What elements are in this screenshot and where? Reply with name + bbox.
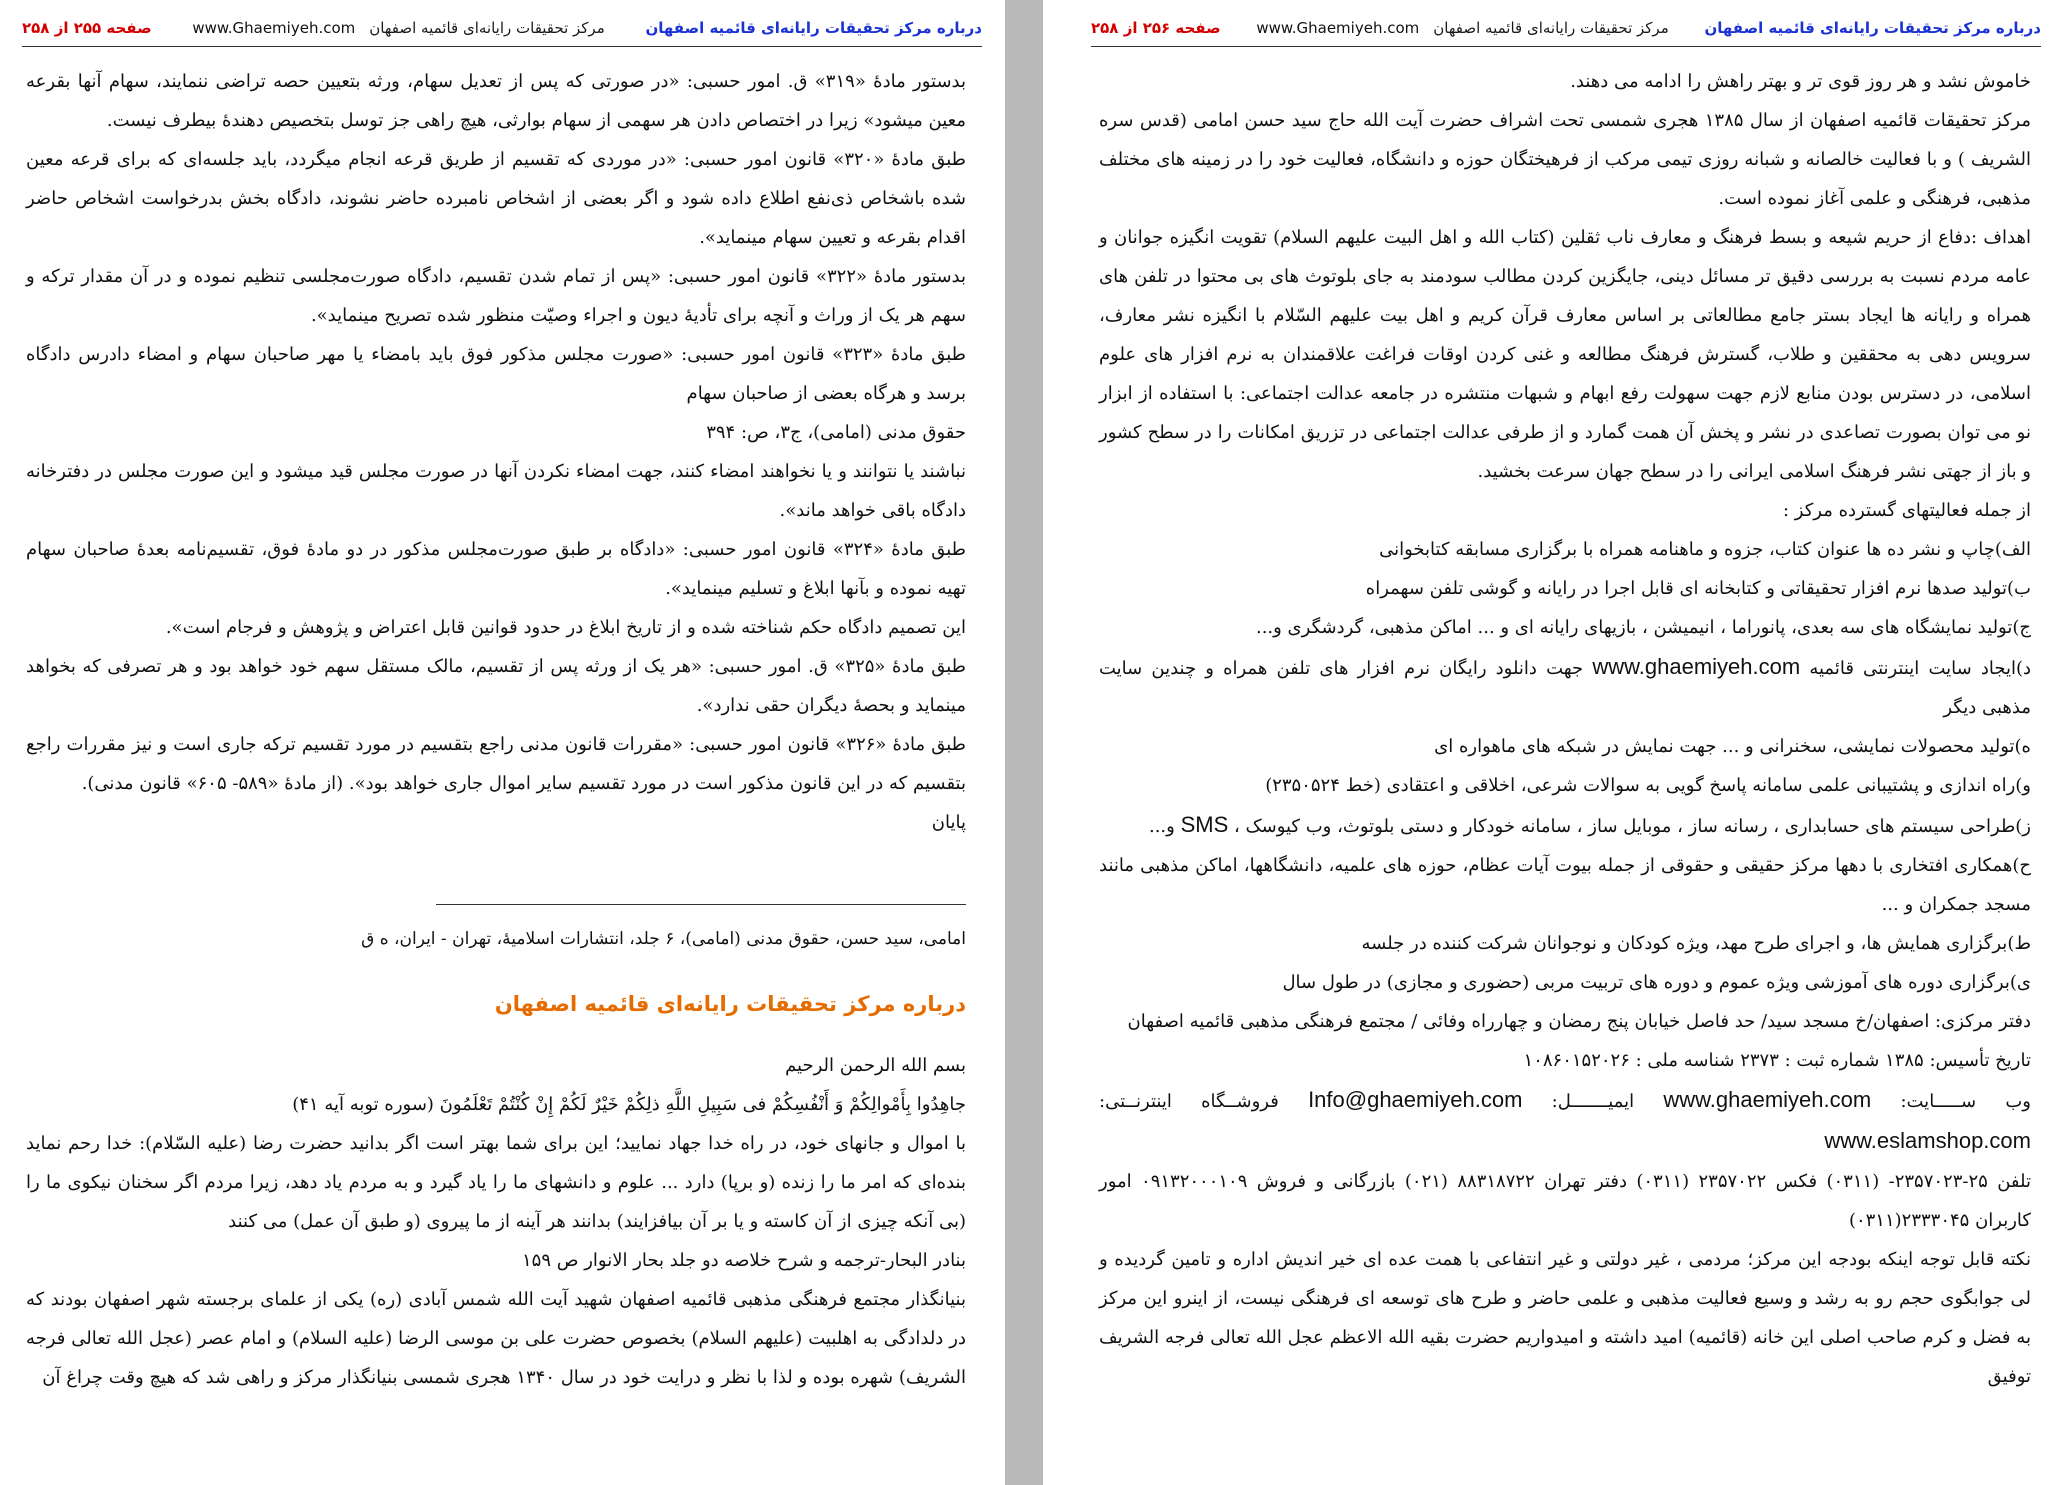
paragraph: مرکز تحقیقات قائمیه اصفهان از سال ۱۳۸۵ هجری شمسی تحت اشراف حضرت آیت الله حاج سید حسن امامی (قدس سره الشریف ) و با فعالیت خالصانه و شبانه روزی تیمی مرکب از فرهیختگان حوزه و دانشگاه، فعالیت خود را در زمینه های مختلف مذهبی، فرهنگی و علمی آغاز نموده است. bbox=[1099, 110, 2032, 209]
activity-item: ب)تولید صدها نرم افزار تحقیقاتی و کتابخانه ای قابل اجرا در رایانه و گوشی تلفن سهمراه bbox=[1365, 578, 2031, 599]
header-site-url[interactable]: www.Ghaemiyeh.com bbox=[192, 19, 356, 37]
activity-item: الف)چاپ و نشر ده ها عنوان کتاب، جزوه و ماهنامه همراه با برگزاری مسابقه کتابخوانی bbox=[1379, 539, 2031, 560]
phone-numbers: تلفن ۲۵-۲۳۵۷۰۲۳- (۰۳۱۱) فکس ۲۳۵۷۰۲۲ (۰۳۱۱) دفتر تهران ۸۸۳۱۸۷۲۲ (۰۲۱) بازرگانی و فروش ۰۹۱۳۲۰۰۰۱۰۹ امور کاربران ۲۳۳۳۰۴۵(۰۳۱۱) bbox=[1099, 1171, 2032, 1231]
section-title: درباره مرکز تحقیقات رایانه‌ای قائمیه اصفهان bbox=[494, 992, 966, 1016]
paragraph: طبق مادهٔ «۳۲۴» قانون امور حسبی: «دادگاه بر طبق صورت‌مجلس مذکور در دو مادهٔ فوق، تقسیم‌نامه بعدهٔ صاحبان سهام تهیه نموده و بآنها ابلاغ و تسلیم مینماید». bbox=[26, 539, 966, 599]
paragraph: بدستور مادهٔ «۳۱۹» ق. امور حسبی: «در صورتی که پس از تعدیل سهام، ورثه بتعیین حصه تراضی ننمایند، سهام آنها بقرعه معین میشود» زیرا در اختصاص دادن هر سهمی از سهام بوارثی، هیچ راهی جز توسل بتخصیص دهندهٔ بیطرف نیست. bbox=[26, 71, 966, 131]
paragraph: طبق مادهٔ «۳۲۵» ق. امور حسبی: «هر یک از ورثه پس از تقسیم، مالک مستقل سهم خود خواهد بود و هر تصرفی که بخواهد مینماید و بحصهٔ دیگران حقی ندارد». bbox=[26, 656, 966, 716]
main-text bbox=[26, 62, 966, 842]
activity-item: ه)تولید محصولات نمایشی، سخنرانی و ... جهت نمایش در شبکه های ماهواره ای bbox=[1434, 736, 2031, 757]
activity-item: و)راه اندازی و پشتیبانی علمی سامانه پاسخ گویی به سوالات شرعی، اخلاقی و اعتقادی (خط ۲۳۵۰۵۲۴) bbox=[1265, 775, 2031, 796]
office-address: دفتر مرکزی: اصفهان/خ مسجد سید/ حد فاصل خیابان پنج رمضان و چهارراه وفائی / مجتمع فرهنگی مذهبی قائمیه اصفهان bbox=[1127, 1011, 2031, 1032]
basmala: بسم الله الرحمن الرحیم bbox=[785, 1055, 966, 1076]
activity-item: ط)برگزاری همایش ها، و اجرای طرح مهد، ویژه کودکان و نوجوانان شرکت کننده در جلسه bbox=[1361, 933, 2031, 954]
inline-link[interactable]: www.eslamshop.com bbox=[1824, 1128, 2031, 1153]
activity-item: ی)برگزاری دوره های آموزشی ویژه عموم و دوره های تربیت مربی (حضوری و مجازی) در طول سال bbox=[1282, 972, 2031, 993]
registration-info: تاریخ تأسیس: ۱۳۸۵ شماره ثبت : ۲۳۷۳ شناسه ملی : ۱۰۸۶۰۱۵۲۰۲۶ bbox=[1523, 1050, 2031, 1071]
end-marker: پایان bbox=[931, 812, 966, 833]
paragraph: نکته قابل توجه اینکه بودجه این مرکز؛ مردمی ، غیر دولتی و غیر انتفاعی با همت عده ای خیر اندیش اداره و تامین گردیده و لی جوابگوی حجم رو به رشد و وسیع فعالیت مذهبی و علمی حاضر و طرح های توسعه ای فرهنگی نیست، از اینرو این مرکز به فضل و کرم صاحب اصلی این خانه (قائمیه) امید داشته و امیدواریم حضرت بقیه الله الاعظم عجل الله تعالی فرجه الشریف توفیق bbox=[1099, 1249, 2031, 1387]
paragraph: طبق مادهٔ «۳۲۳» قانون امور حسبی: «صورت مجلس مذکور فوق باید بامضاء یا مهر صاحبان سهام و امضاء دادرس دادگاه برسد و هرگاه بعضی از صاحبان سهام bbox=[26, 344, 966, 404]
header-about-link[interactable]: درباره مرکز تحقیقات رایانه‌ای قائمیه اصفهان bbox=[645, 19, 982, 37]
activity-item: ح)همکاری افتخاری با دهها مرکز حقیقی و حقوقی از جمله بیوت آیات عظام، حوزه های علمیه، دانشگاهها، اماکن مذهبی مانند مسجد جمکران و ... bbox=[1099, 855, 2031, 915]
inline-link[interactable]: www.ghaemiyeh.com bbox=[1663, 1087, 1872, 1112]
inline-link[interactable]: www.ghaemiyeh.com bbox=[1592, 654, 1801, 679]
page-header bbox=[1091, 18, 2041, 40]
paragraph: بدستور مادهٔ «۳۲۲» قانون امور حسبی: «پس از تمام شدن تقسیم، دادگاه صورت‌مجلسی تنظیم نموده و در آن مقدار ترکه و سهم هر یک از وراث و آنچه برای تأدیهٔ دیون و اجراء وصیّت منظور شده تصریح مینماید». bbox=[26, 266, 966, 326]
paragraph: طبق مادهٔ «۳۲۰» قانون امور حسبی: «در موردی که تقسیم از طریق قرعه انجام میگردد، باید جلسه‌ای که برای قرعه معین شده باشخاص ذی‌نفع اطلاع داده شود و اگر بعضی از اشخاص نامبرده حاضر نشوند، دادگاه بخش بدرخواست اشخاص حاضر اقدام بقرعه و تعیین سهام مینماید». bbox=[26, 149, 966, 248]
header-page-number: صفحه ۲۵۵ از ۲۵۸ bbox=[22, 19, 152, 37]
header-divider bbox=[1091, 46, 2041, 47]
page-255 bbox=[0, 0, 1005, 1485]
paragraph: نباشند یا نتوانند و یا نخواهند امضاء کنند، جهت امضاء نکردن آنها در صورت مجلس قید میشود و این صورت مجلس در دفترخانه دادگاه باقی خواهد ماند». bbox=[26, 461, 966, 521]
quran-verse: جاهِدُوا بِأَمْوالِکُمْ وَ أَنْفُسِکُمْ فی سَبِیلِ اللَّهِ ذلِکُمْ خَیْرٌ لَکُمْ إِنْ کُنْتُمْ تَعْلَمُونَ (سوره توبه آیه ۴۱) bbox=[292, 1094, 966, 1115]
page-header bbox=[22, 18, 982, 40]
page-reference: حقوق مدنی (امامی)، ج۳، ص: ۳۹۴ bbox=[706, 422, 966, 443]
activity-item: ج)تولید نمایشگاه های سه بعدی، پانوراما ، انیمیشن ، بازیهای رایانه ای و ... اماکن مذهبی، گردشگری و... bbox=[1255, 617, 2031, 638]
activity-item: د)ایجاد سایت اینترنتی قائمیه www.ghaemiyeh.com جهت دانلود رایگان نرم افزار های تلفن همراه و چندین سایت مذهبی دیگر bbox=[1099, 654, 2031, 718]
header-divider bbox=[22, 46, 982, 47]
header-about-link[interactable]: درباره مرکز تحقیقات رایانه‌ای قائمیه اصفهان bbox=[1704, 19, 2041, 37]
paragraph: با اموال و جانهای خود، در راه خدا جهاد نمایید؛ این برای شما بهتر است اگر بدانید حضرت رضا (علیه السّلام): خدا رحم نماید بنده‌ای که امر ما را زنده (و برپا) دارد ... علوم و دانشهای ما را یاد گیرد و به مردم یاد دهد، زیرا مردم اگر سخنان نیکوی ما را (بی آنکه چیزی از آن کاسته و یا بر آن بیافزایند) بدانند هر آینه از ما پیروی (و طبق آن عمل) می کنند bbox=[26, 1133, 966, 1232]
paragraph: خاموش نشد و هر روز قوی تر و بهتر راهش را ادامه می دهند. bbox=[1570, 71, 2031, 92]
paragraph: این تصمیم دادگاه حکم شناخته شده و از تاریخ ابلاغ در حدود قوانین قابل اعتراض و پژوهش و فرجام است». bbox=[165, 617, 966, 638]
web-links: وب ســـــایت: www.ghaemiyeh.com ایمیـــــــل: Info@ghaemiyeh.com فروشــگاه اینترنــتی: www.eslamshop.com bbox=[1099, 1087, 2031, 1153]
about-text bbox=[26, 1046, 966, 1397]
main-text bbox=[1099, 62, 2031, 1396]
inline-link[interactable]: SMS bbox=[1180, 812, 1229, 837]
inline-link[interactable]: Info@ghaemiyeh.com bbox=[1308, 1087, 1523, 1112]
paragraph: بنیانگذار مجتمع فرهنگی مذهبی قائمیه اصفهان شهید آیت الله شمس آبادی (ره) یکی از علمای برجسته شهر اصفهان بودند که در دلدادگی به اهلبیت (علیهم السلام) بخصوص حضرت علی بن موسی الرضا (علیه السلام) و امام عصر (عجل الله تعالی فرجه الشریف) شهره بوده و لذا با نظر و درایت خود در سال ۱۳۴۰ هجری شمسی بنیانگذار مرکز و راهی شد که هیچ وقت چراغ آن bbox=[26, 1289, 966, 1388]
header-center-title: مرکز تحقیقات رایانه‌ای قائمیه اصفهان bbox=[1433, 19, 1669, 37]
paragraph: از جمله فعالیتهای گسترده مرکز : bbox=[1782, 500, 2031, 521]
paragraph: بنادر البحار-ترجمه و شرح خلاصه دو جلد بحار الانوار ص ۱۵۹ bbox=[522, 1250, 966, 1271]
footnote-divider bbox=[436, 904, 966, 905]
paragraph: اهداف :دفاع از حریم شیعه و بسط فرهنگ و معارف ناب ثقلین (کتاب الله و اهل البیت علیهم السلام) تقویت انگیزه جوانان و عامه مردم نسبت به بررسی دقیق تر مسائل دینی، جایگزین کردن مطالب سودمند به جای بلوتوث های بی محتوا در تلفن های همراه و رایانه ها ایجاد بستر جامع مطالعاتی بر اساس معارف قرآن کریم و اهل بیت علیهم السّلام با انگیزه نشر معارف، سرویس دهی به محققین و طلاب، گسترش فرهنگ مطالعه و غنی کردن اوقات فراغت علاقمندان به نرم افزار های علوم اسلامی، در دسترس بودن منابع لازم جهت سهولت رفع ابهام و شبهات منتشره در جامعه عدالت اجتماعی: با استفاده از ابزار نو می توان بصورت تصاعدی در نشر و پخش آن همت گمارد و از طرفی عدالت اجتماعی در تزریق امکانات را در سطح کشور و باز از جهتی نشر فرهنگ اسلامی ایرانی را در سطح جهان سرعت بخشید. bbox=[1099, 227, 2032, 482]
paragraph: طبق مادهٔ «۳۲۶» قانون امور حسبی: «مقررات قانون مدنی راجع بتقسیم در مورد تقسیم ترکه جاری است و نیز مقررات راجع بتقسیم که در این قانون مذکور است در مورد تقسیم سایر اموال جاری خواهد بود». (از مادهٔ «۵۸۹- ۶۰۵» قانون مدنی). bbox=[26, 734, 966, 794]
activity-item: ز)طراحی سیستم های حسابداری ، رسانه ساز ، موبایل ساز ، سامانه خودکار و دستی بلوتوث، وب کیوسک ، SMS و... bbox=[1148, 812, 2031, 837]
footnote: امامی، سید حسن، حقوق مدنی (امامی)، ۶ جلد، انتشارات اسلامیهٔ، تهران - ایران، ه ق bbox=[361, 929, 966, 949]
header-site-url[interactable]: www.Ghaemiyeh.com bbox=[1256, 19, 1420, 37]
page-256 bbox=[1043, 0, 2057, 1485]
header-center-title: مرکز تحقیقات رایانه‌ای قائمیه اصفهان bbox=[369, 19, 605, 37]
header-page-number: صفحه ۲۵۶ از ۲۵۸ bbox=[1091, 19, 1221, 37]
